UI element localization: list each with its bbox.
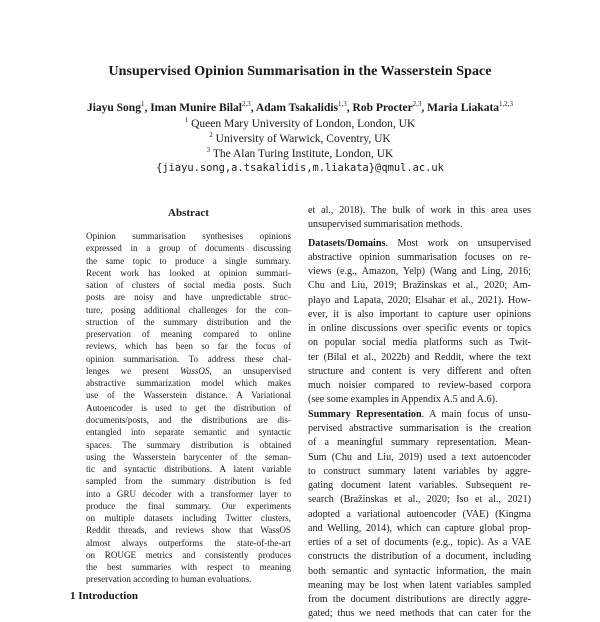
body-line: tic and syntactic distributions. A latent variable xyxy=(86,464,291,475)
affiliation xyxy=(0,146,600,160)
body-line: posts are noisy and have unpredictable struc- xyxy=(86,292,291,303)
section-heading-introduction: 1 Introduction xyxy=(70,590,138,602)
body-line: preservation of meaning compared to online xyxy=(86,329,291,340)
body-line: structure and content is very different and often xyxy=(308,365,531,377)
affiliation-mark: 3 xyxy=(206,146,211,154)
author-affiliation-mark: 2,3 xyxy=(242,100,251,108)
author-list: Jiayu Song$^1$, Iman Munire Bilal$^{2,3}$, Adam Tsakalidis$^{1,3}$, Rob Procter$^{2,3}$, Maria Liakata$^{1,2,3}$ xyxy=(86,100,514,114)
body-line: sampled from the summary distribution is fed xyxy=(86,476,291,487)
body-line: documents/posts, and the distributions are dis- xyxy=(86,414,291,425)
body-line: ture, posing additional challenges for the con- xyxy=(86,304,291,315)
body-line: Autoencoder is used to get the distribution of xyxy=(86,402,291,413)
body-line: constructs the distribution of a document, including xyxy=(308,551,531,563)
paragraph-lead-line xyxy=(308,237,531,251)
body-line: the best summaries with respect to meaning xyxy=(86,562,291,573)
body-line: on ROUGE metrics and consistently produces xyxy=(86,549,291,560)
body-line: in online discussions over specific events or topics xyxy=(308,323,531,335)
body-line: using the Wasserstein barycenter of the seman- xyxy=(86,451,291,462)
body-line: meaning may be lost when latent variables sampled xyxy=(308,579,531,591)
affiliation-text: The Alan Turing Institute, London, UK xyxy=(212,148,394,160)
body-line: expressed in a group of documents discussing xyxy=(86,243,291,254)
affiliation xyxy=(0,131,600,145)
body-line: much noisier compared to review-based corpora xyxy=(308,380,531,392)
body-line: erties of a set of documents (e.g., topic). As a VAE xyxy=(308,537,531,549)
author-name: Jiayu Song xyxy=(86,102,141,114)
body-line: gated; thus we need methods that can cater for the xyxy=(308,608,531,620)
body-line: ever, it is also important to capture user opinions xyxy=(308,308,531,320)
body-line: on popular social media platforms such as Twit- xyxy=(308,337,531,349)
affiliation-mark: 1 xyxy=(184,116,189,124)
body-line: spaces. The summary distribution is obtained xyxy=(86,439,291,450)
body-line: playo and Lapata, 2020; Elsahar et al., 2021). How- xyxy=(308,294,531,306)
body-line: entangled into separate semantic and syntactic xyxy=(86,427,291,438)
body-line: to construct summary latent variables by aggre- xyxy=(308,465,531,477)
body-line: views (e.g., Amazon, Yelp) (Wang and Ling, 2016; xyxy=(308,266,531,278)
body-line: of a meaningful summary representation. Mean- xyxy=(308,437,531,449)
right-column xyxy=(308,204,531,622)
body-line: almost always outperforms the state-of-the-art xyxy=(86,537,291,548)
body-line: on multiple datasets including Twitter clusters, xyxy=(86,513,291,524)
author-affiliation-mark: 1,2,3 xyxy=(499,100,514,108)
body-line: opinion summarisation. To address these chal- xyxy=(86,353,291,364)
body-line: abstractive summarization model which makes xyxy=(86,378,291,389)
body-line: unsupervised summarisation methods. xyxy=(308,219,463,231)
body-line: from the document distributions are directly aggre- xyxy=(308,594,531,606)
author-name: Iman Munire Bilal xyxy=(150,102,243,114)
body-line: lenges we present WassOS, an unsupervised xyxy=(86,365,291,376)
body-line: the same topic to produce a single summary. xyxy=(86,255,291,266)
body-line: into a GRU decoder with a transformer layer to xyxy=(86,488,291,499)
author-email: {jiayu.song,a.tsakalidis,m.liakata}@qmul.ac.uk xyxy=(156,162,444,174)
body-line: Sum (Chu and Liu, 2019) used a text autoencoder xyxy=(308,451,531,463)
author-name: Rob Procter xyxy=(352,102,413,114)
body-line: Opinion summarisation synthesises opinions xyxy=(86,231,291,241)
body-line: et al., 2018). The bulk of work in this area uses xyxy=(308,205,531,216)
body-text: . A main focus of unsu- xyxy=(421,408,532,420)
affiliation-mark: 2 xyxy=(209,131,213,139)
body-line: search (Bražinskas et al., 2020; Iso et al., 2021) xyxy=(308,494,531,506)
affiliation-text: University of Warwick, Coventry, UK xyxy=(215,133,391,145)
body-line: Recent work has looked at opinion summari- xyxy=(86,267,291,278)
body-line: (see some examples in Appendix A.5 and A.6). xyxy=(308,394,498,406)
datasets-heading: Datasets/Domains xyxy=(308,237,386,249)
abstract-body xyxy=(86,230,291,586)
body-line: use of the Wasserstein distance. A Variational xyxy=(86,390,291,401)
affiliation-text: Queen Mary University of London, London, UK xyxy=(191,118,416,130)
body-line: gating document latent variables. Subsequent re- xyxy=(308,480,531,492)
paragraph-lead-line xyxy=(308,408,531,422)
author-affiliation-mark: 1 xyxy=(140,100,145,108)
author-affiliation-mark: 1,3 xyxy=(338,100,347,108)
body-text: . Most work on unsupervised xyxy=(385,237,531,249)
body-line: Chu and Liu, 2019; Bražinskas et al., 2020; Am- xyxy=(308,280,531,292)
abstract-heading: Abstract xyxy=(168,207,209,219)
body-line: sation of clusters of social media posts. Such xyxy=(86,280,291,291)
author-name: Maria Liakata xyxy=(427,102,500,114)
body-line: preservation according to human evaluations. xyxy=(86,574,252,585)
body-line: produce the final summary. Our experiments xyxy=(86,500,291,511)
datasets-paragraph xyxy=(308,251,531,408)
body-line: abstractive opinion summarisation focuses on re- xyxy=(308,251,531,263)
body-line: Reddit threads, and reviews show that WassOS xyxy=(86,525,291,536)
model-name: WassOS, xyxy=(180,365,212,376)
body-line: adopted a variational autoencoder (VAE) (Kingma xyxy=(308,508,531,520)
affiliation xyxy=(0,116,600,130)
body-line: ter (Bilal et al., 2022b) and Reddit, where the text xyxy=(308,351,531,363)
author-name: Adam Tsakalidis xyxy=(255,102,339,114)
body-line: reviews, which has been so far the focus of xyxy=(86,341,291,352)
summary-heading: Summary Representation xyxy=(308,408,422,420)
paper-title: Unsupervised Opinion Summarisation in the Wasserstein Space xyxy=(108,64,492,79)
body-line: both semantic and syntactic information, the main xyxy=(308,565,531,577)
body-line: pervised abstractive summarisation is the creation xyxy=(308,422,531,434)
body-line: struction of the summary distribution and the xyxy=(86,316,291,327)
body-line: and Welling, 2014), which can capture global prop- xyxy=(308,522,531,534)
author-affiliation-mark: 2,3 xyxy=(412,100,422,108)
summary-paragraph xyxy=(308,422,531,622)
